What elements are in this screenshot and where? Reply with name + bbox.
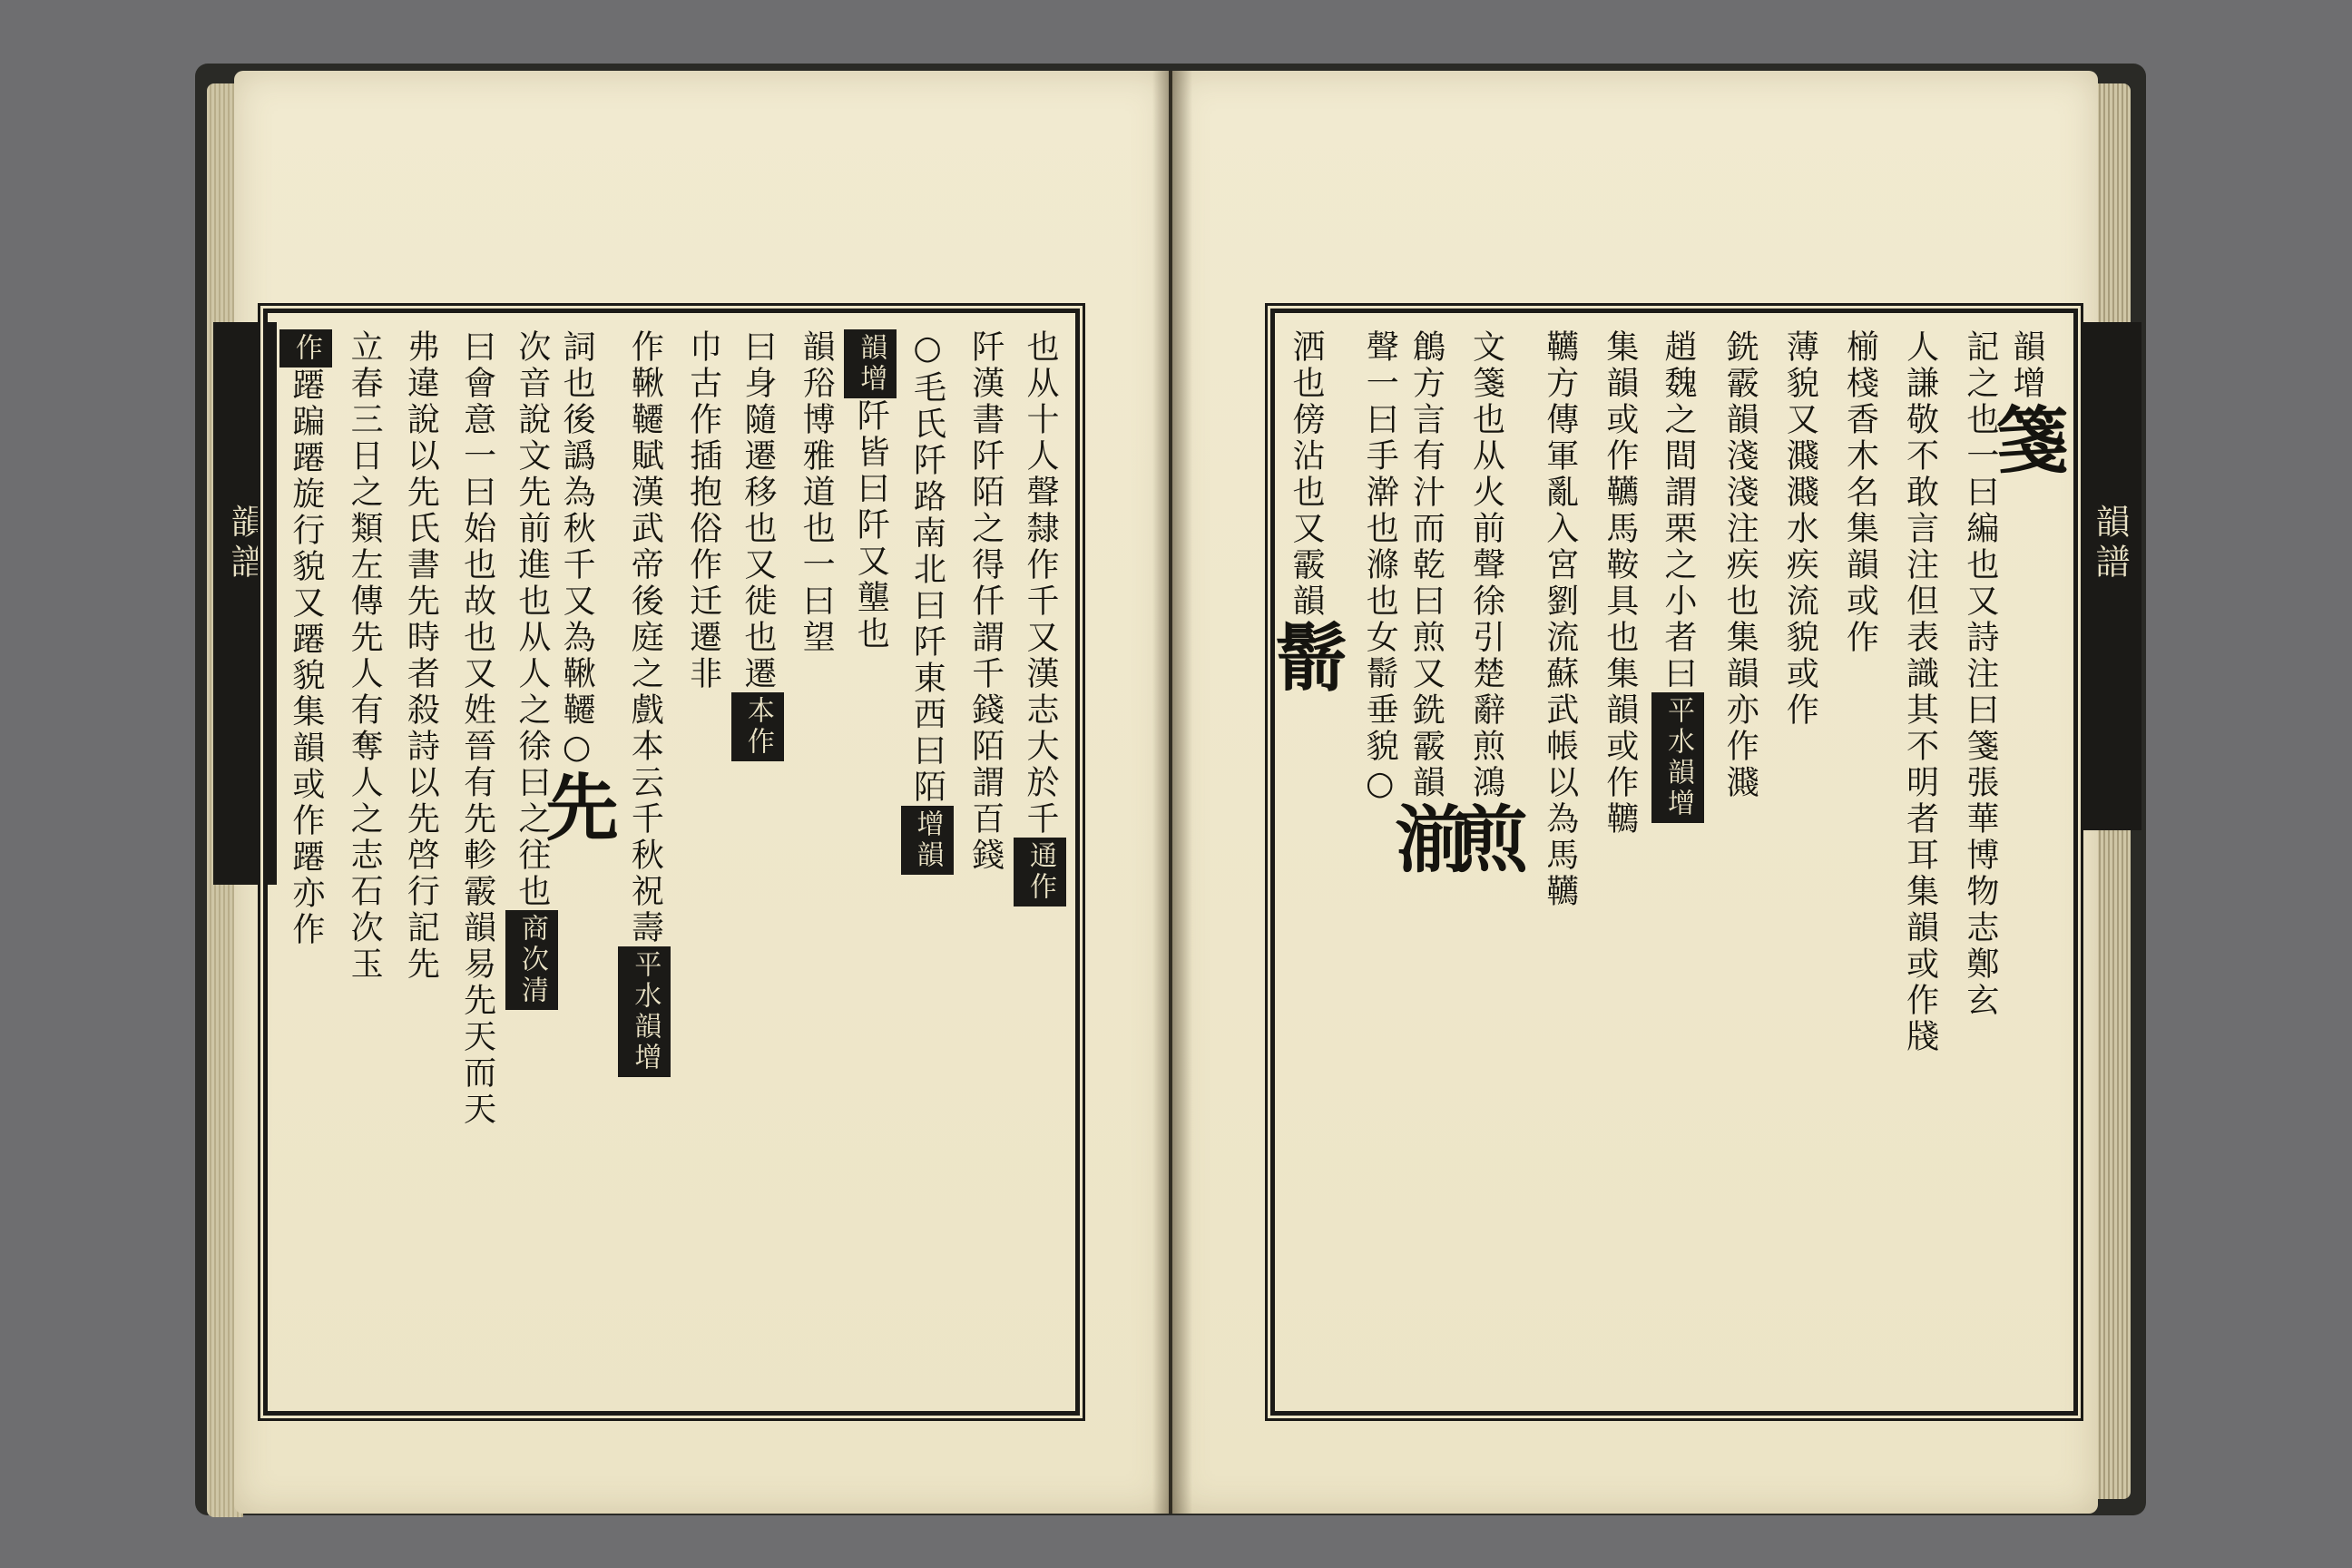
book-gutter [1152, 71, 1192, 1514]
column-text: 谸博雅道也一曰望 [798, 366, 836, 656]
text-column [1355, 329, 1404, 1395]
column-text: 次音說文先前進也从人之徐曰之往也 [513, 329, 551, 910]
annotation-tag: 平水韻增 [1651, 692, 1704, 823]
headword: 煎 [1443, 801, 1529, 877]
text-column [1955, 329, 2004, 1395]
text-column [1595, 329, 1644, 1395]
text-column [396, 329, 445, 1395]
column-text: 椾 [1841, 329, 1879, 366]
annotation-tag: 增韻 [901, 806, 954, 875]
text-column [453, 329, 502, 1395]
annotation-tag: 韻增 [844, 329, 897, 398]
column-text: 銑霰韻 [1721, 329, 1759, 438]
text-column [1535, 329, 1584, 1395]
column-text: 韻 [798, 329, 836, 366]
column-text: 霰韻易先天而天 [458, 874, 496, 1128]
text-column [622, 329, 671, 1395]
text-column [1984, 329, 2069, 1395]
text-column [735, 329, 784, 1395]
column-text: 聲一曰手澣也滌也 [1361, 329, 1399, 620]
headword: 湔 [1383, 801, 1469, 877]
column-text: 集韻或作 [1601, 329, 1639, 475]
column-text: 女鬋垂貌○ [1361, 620, 1399, 806]
column-text: 立春三日之類左傳先人有奪人之志 [346, 329, 384, 874]
text-column [1383, 329, 1469, 1395]
annotation-tag: 通作 [1014, 838, 1066, 906]
column-text: 阡漢書阡陌之得仟謂千錢陌謂百錢 [966, 329, 1004, 874]
text-column [1655, 329, 1704, 1395]
column-text: 阡皆曰阡又壟也 [852, 398, 890, 652]
column-text: 記之也一曰編也又詩注曰箋張華博物志鄭玄 [1961, 329, 1999, 1019]
text-column [1017, 329, 1066, 1395]
column-text: 鶬方言有汁而乾曰煎又銑霰韻 [1407, 329, 1446, 801]
text-column [283, 329, 332, 1395]
headword: 先 [534, 769, 620, 846]
text-column [848, 329, 897, 1395]
column-text: 蹮蹁蹮旋行貌又蹮貌集韻或作蹮亦作 [287, 368, 325, 948]
column-text: 也从十人聲隸作千又漢志大於千 [1022, 329, 1059, 838]
column-text: 趙魏之間謂栗之小者曰 [1660, 329, 1698, 692]
column-text: 石次玉 [346, 874, 384, 983]
column-text: 記先 [402, 910, 440, 983]
text-column [905, 329, 954, 1395]
column-text: 洒也傍沾也又霰韻 [1288, 329, 1326, 620]
column-text: 詞也後譌為秋千又為鞦韆○ [558, 329, 596, 769]
headword: 鬋 [1263, 620, 1349, 696]
column-text: 曰會意一曰始也故也又姓晉有先軫 [458, 329, 496, 874]
annotation-tag: 商次清 [505, 910, 558, 1010]
text-column [1896, 329, 1945, 1395]
headword: 箋 [1984, 402, 2069, 478]
column-text: 薄貌又 [1781, 329, 1819, 438]
column-text: 插抱俗作迁遷非 [684, 438, 722, 692]
column-text: 巾古作 [684, 329, 722, 438]
column-text: 淺淺注疾也集韻亦作濺 [1721, 438, 1759, 801]
left-text-frame [263, 309, 1080, 1416]
text-column [791, 329, 840, 1395]
column-text: 韉馬鞍具也集韻或作韀 [1601, 475, 1639, 838]
text-column [1715, 329, 1764, 1395]
right-text-frame [1263, 309, 2078, 1416]
column-text: 牋 [1901, 1019, 1939, 1055]
text-column [339, 329, 388, 1395]
annotation-tag: 作 [279, 329, 332, 368]
column-text: 濺濺水疾流貌或作 [1781, 438, 1819, 729]
column-text: 韉方傳軍亂入宮劉流蘇武帳以為馬韉 [1541, 329, 1579, 910]
text-column [1443, 329, 1529, 1395]
text-column [679, 329, 728, 1395]
column-text: 作鞦韆賦漢武帝後庭之戲本云千秋祝壽 [626, 329, 664, 946]
right-margin-strip [2078, 322, 2141, 830]
text-column [534, 329, 620, 1395]
left-margin-label: 韻譜 [225, 504, 265, 583]
text-column [1775, 329, 1824, 1395]
annotation-tag: 本作 [731, 692, 784, 761]
column-text: 弗違說以先氏書先時者殺詩以先啓行 [402, 329, 440, 910]
column-text: 韻增 [2008, 329, 2045, 402]
column-text: 文箋也从火前聲徐引楚辭煎鴻 [1467, 329, 1505, 801]
text-column [961, 329, 1010, 1395]
annotation-tag: 平水韻增 [618, 946, 671, 1077]
column-text: 人謙敬不敢言注但表識其不明者耳集韻或作 [1901, 329, 1939, 1019]
right-margin-label: 韻譜 [2090, 504, 2130, 583]
column-text: 棧香木名集韻或作 [1841, 366, 1879, 656]
column-text: 曰身隨遷移也又徙也遷 [739, 329, 777, 692]
text-column [509, 329, 558, 1395]
text-column [1836, 329, 1885, 1395]
text-column [1263, 329, 1349, 1395]
column-text: ○毛氏阡路南北曰阡東西曰陌 [908, 329, 946, 806]
